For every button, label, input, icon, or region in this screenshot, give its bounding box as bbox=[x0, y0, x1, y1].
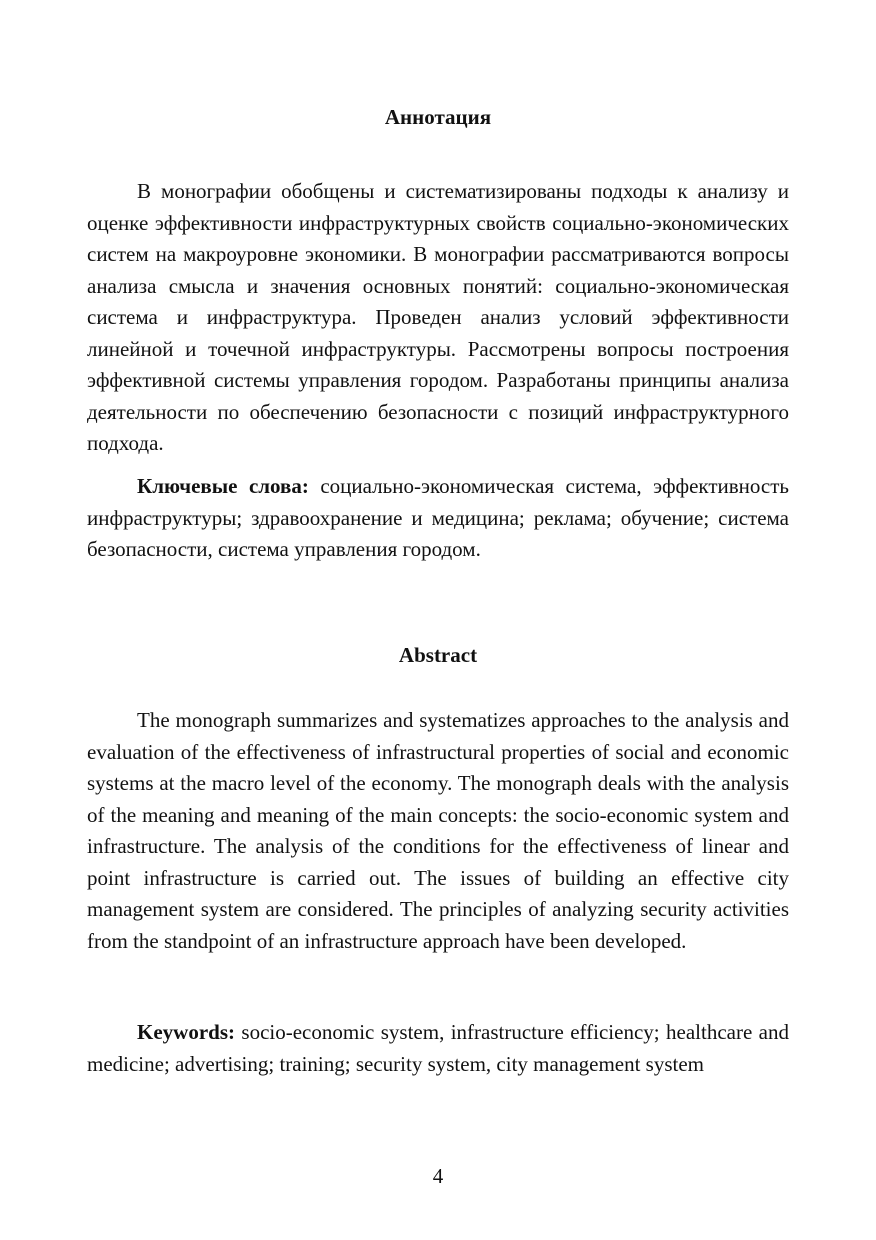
abstract-keywords-text: socio-economic system, infrastructure efficiency; healthcare and medicine; advertising; training; security system, city management system bbox=[87, 1020, 789, 1076]
text-column bbox=[87, 0, 789, 1240]
annotation-keywords-text: социально-экономическая система, эффективность инфраструктуры; здравоохранение и медицина; реклама; обучение; система безопасности, система управления городом. bbox=[87, 474, 789, 561]
annotation-paragraph: В монографии обобщены и систематизированы подходы к анализу и оценке эффективности инфраструктурных свойств социально-экономических систем на макроуровне экономики. В монографии рассматриваются вопросы анализа смысла и значения основных понятий: социально-экономическая система и инфраструктура. Проведен анализ условий эффективности линейной и точечной инфраструктуры. Рассмотрены вопросы построения эффективной системы управления городом. Разработаны принципы анализа деятельности по обеспечению безопасности с позиций инфраструктурного подхода. bbox=[87, 179, 789, 455]
annotation-title: Аннотация bbox=[384, 105, 492, 129]
abstract-keywords-label: Keywords: bbox=[137, 1020, 235, 1044]
abstract-title: Abstract bbox=[398, 643, 478, 667]
abstract-paragraph: The monograph summarizes and systematizes approaches to the analysis and evaluation of the effectiveness of infrastructural properties of social and economic systems at the macro level of the economy. The monograph deals with the analysis of the meaning and meaning of the main concepts: the socio-economic system and infrastructure. The analysis of the conditions for the effectiveness of linear and point infrastructure is carried out. The issues of building an effective city management system are considered. The principles of analyzing security activities from the standpoint of an infrastructure approach have been developed. bbox=[87, 708, 789, 953]
page-number: 4 bbox=[432, 1164, 444, 1188]
annotation-keywords-label: Ключевые слова: bbox=[137, 474, 309, 498]
abstract-keywords bbox=[87, 1017, 789, 1080]
annotation-keywords bbox=[87, 471, 789, 566]
